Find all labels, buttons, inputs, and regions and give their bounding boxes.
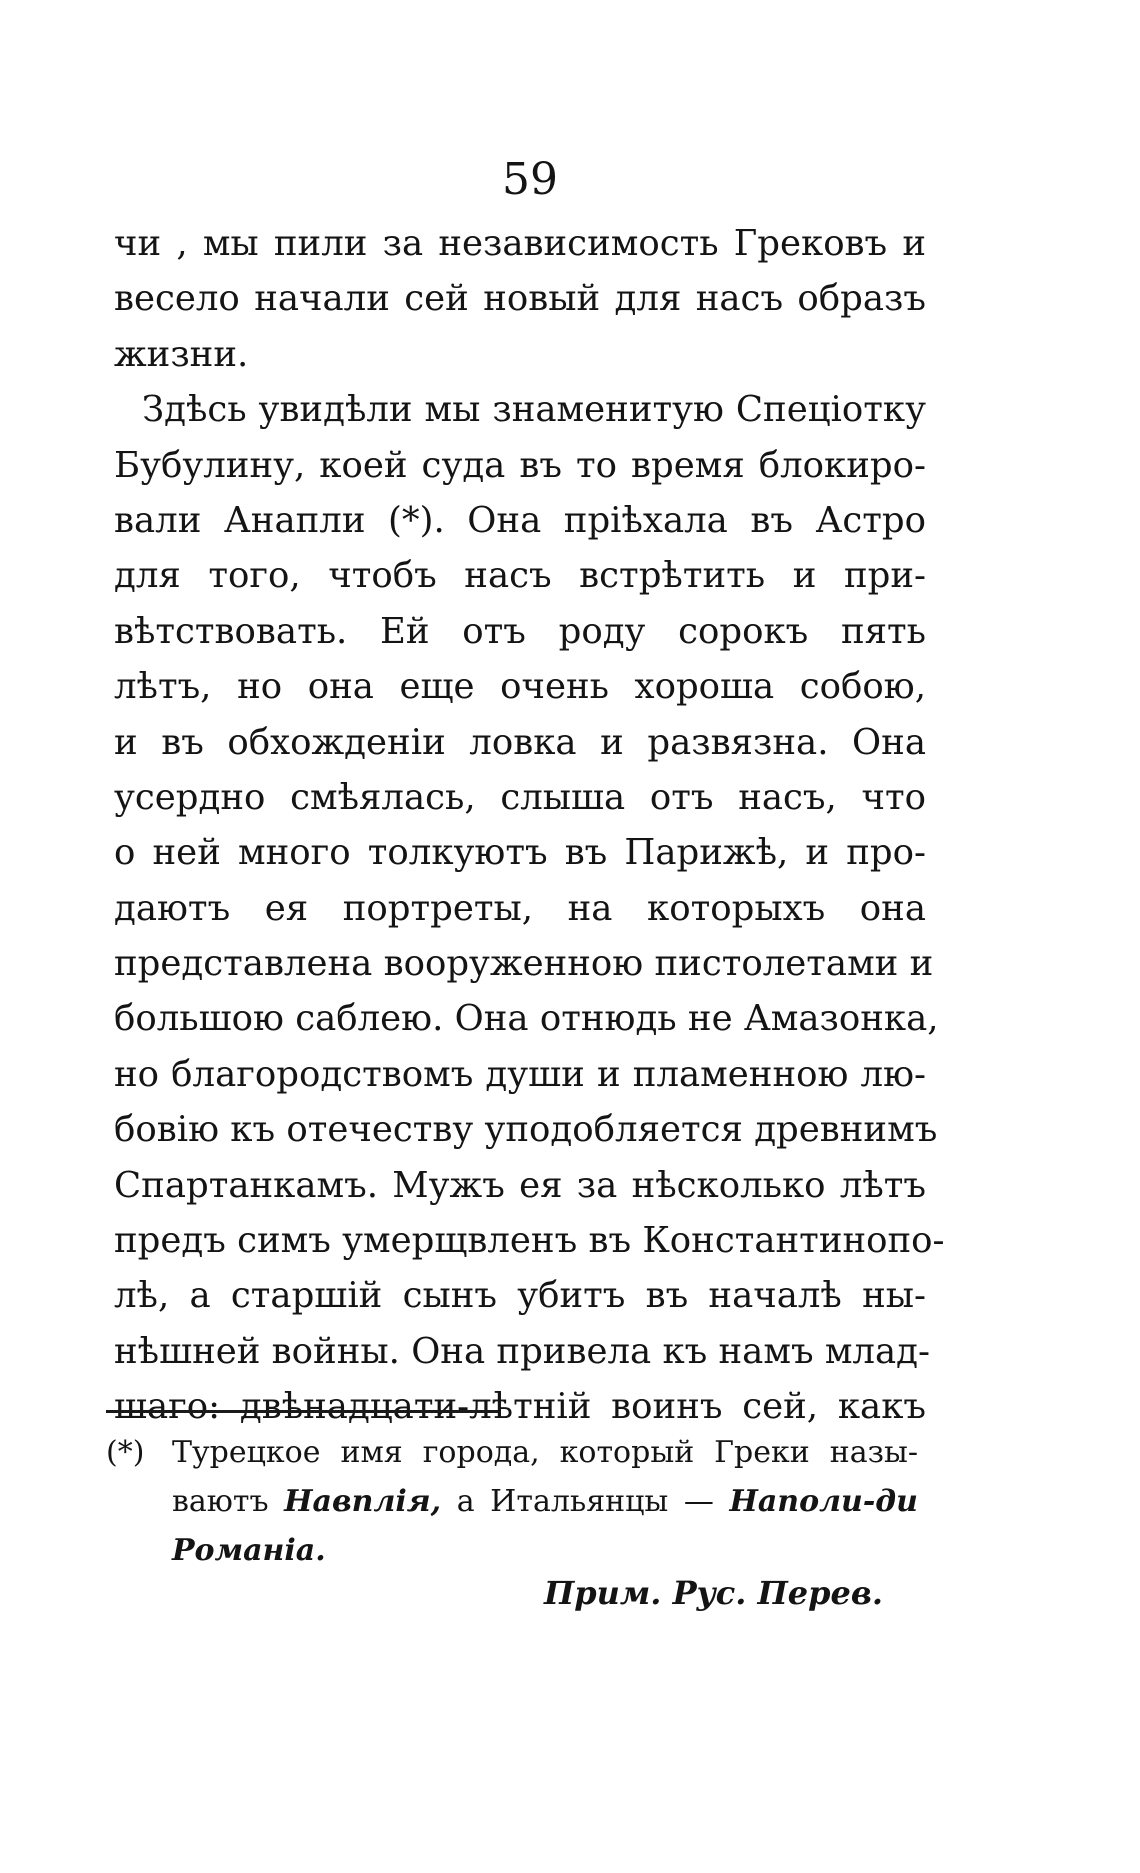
text-line: бовію къ отечеству уподобляется древнимъ	[114, 1109, 938, 1151]
text-line: лѣ, а старшій сынъ убитъ въ началѣ ны-	[114, 1275, 926, 1317]
text-line: лѣтъ, но она еще очень хороша собою,	[114, 666, 926, 708]
footnote-line	[172, 1477, 918, 1526]
footnote-line: Турецкое имя города, который Греки назы-	[172, 1435, 918, 1470]
text-line: жизни.	[114, 333, 249, 375]
text-line: усердно смѣялась, слыша отъ насъ, что	[114, 776, 926, 818]
text-line: весело начали сей новый для насъ образъ	[114, 278, 926, 320]
text-line: даютъ ея портреты, на которыхъ она	[114, 887, 926, 929]
text-line: нѣшней войны. Она привела къ намъ млад-	[114, 1330, 930, 1372]
text-line: шаго: двѣнадцати-лѣтній воинъ сей, какъ	[114, 1386, 926, 1428]
footnote-text: ваютъ	[172, 1484, 269, 1519]
footnote-italic-text: Наполи-ди	[729, 1484, 918, 1519]
text-line: о ней много толкуютъ въ Парижѣ, и про-	[114, 832, 926, 874]
footnote	[106, 1428, 918, 1575]
text-line: представлена вооруженною пистолетами и	[114, 943, 934, 985]
footnote-divider	[106, 1410, 498, 1413]
text-line: Спартанкамъ. Мужъ ея за нѣсколько лѣтъ	[114, 1164, 926, 1206]
footnote-italic-text: Навплія,	[284, 1484, 442, 1519]
text-line: и въ обхожденіи ловка и развязна. Она	[114, 721, 926, 763]
text-line: вали Анапли (*). Она пріѣхала въ Астро	[114, 499, 926, 541]
footnote-body	[172, 1428, 918, 1575]
footnote-italic-text: Романіа.	[172, 1533, 326, 1568]
translator-note-signature: Прим. Рус. Перев.	[544, 1574, 884, 1612]
main-text	[114, 216, 945, 1435]
text-line: Здѣсь увидѣли мы знаменитую Спеціотку	[142, 389, 926, 431]
text-line: Бубулину, коей суда въ то время блокиро-	[114, 444, 926, 486]
footnote-text: а Итальянцы —	[456, 1484, 714, 1519]
text-line: чи , мы пили за независимость Грековъ и	[114, 223, 926, 264]
footnote-marker: (*)	[106, 1435, 145, 1470]
text-line: большою саблею. Она отнюдь не Амазонка,	[114, 998, 939, 1040]
text-line: вѣтствовать. Ей отъ роду сорокъ пять	[114, 610, 926, 652]
text-line: но благородствомъ души и пламенною лю-	[114, 1053, 926, 1095]
page-number: 59	[502, 154, 558, 205]
text-line: для того, чтобъ насъ встрѣтить и при-	[114, 555, 926, 597]
text-line: предъ симъ умерщвленъ въ Константинопо-	[114, 1220, 945, 1262]
